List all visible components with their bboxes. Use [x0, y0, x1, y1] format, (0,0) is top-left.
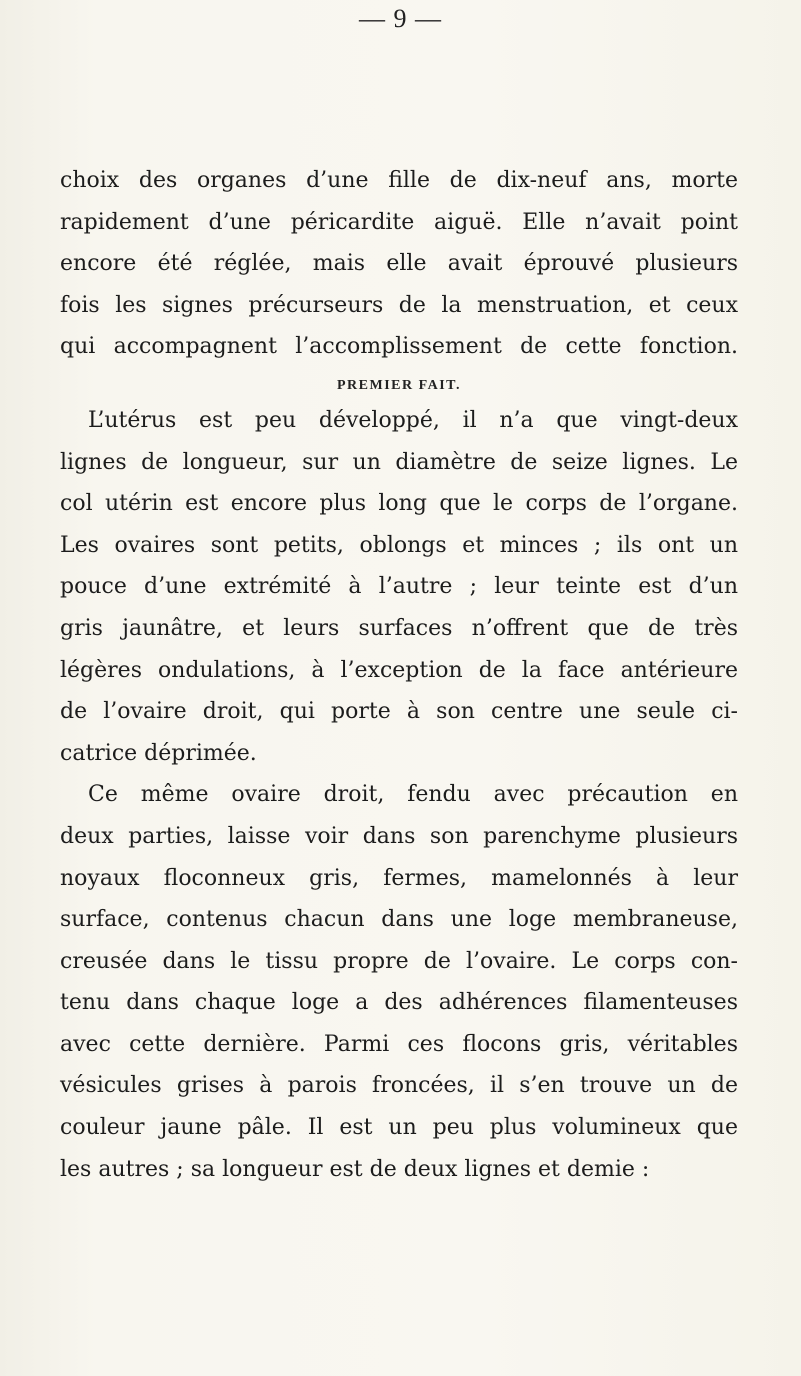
text-line: gris jaunâtre, et leurs surfaces n’offrent que de très — [60, 615, 738, 641]
page-number: — 9 — — [359, 4, 442, 33]
text-line: couleur jaune pâle. Il est un peu plus volumineux que — [60, 1115, 738, 1141]
text-line: pouce d’une extrémité à l’autre ; leur teinte est d’un — [60, 574, 738, 600]
text-line: lignes de longueur, sur un diamètre de seize lignes. Le — [60, 449, 738, 475]
text-line: L’utérus est peu développé, il n’a que vingt-deux — [88, 407, 738, 433]
text-line: rapidement d’une péricardite aiguë. Elle n’avait point — [60, 209, 738, 235]
text-line: de l’ovaire droit, qui porte à son centre une seule ci- — [60, 699, 738, 725]
text-line: col utérin est encore plus long que le corps de l’organe. — [60, 491, 738, 517]
paragraph-1 — [60, 400, 738, 774]
section-heading: PREMIER FAIT. — [337, 377, 461, 393]
text-line: fois les signes précurseurs de la menstruation, et ceux — [60, 292, 738, 318]
text-line: choix des organes d’une fille de dix-neuf ans, morte — [60, 168, 738, 193]
text-line: vésicules grises à parois froncées, il s’en trouve un de — [60, 1073, 738, 1099]
paragraph-2 — [60, 774, 738, 1190]
text-line: noyaux floconneux gris, fermes, mamelonnés à leur — [60, 865, 738, 891]
text-line: les autres ; sa longueur est de deux lignes et demie : — [60, 1156, 650, 1182]
text-line: Ce même ovaire droit, fendu avec précaution en — [88, 782, 738, 808]
text-line: creusée dans le tissu propre de l’ovaire. Le corps con- — [60, 948, 738, 974]
text-line: avec cette dernière. Parmi ces flocons gris, véritables — [60, 1031, 738, 1057]
paragraph-intro — [60, 160, 738, 368]
text-line: tenu dans chaque loge a des adhérences filamenteuses — [60, 990, 738, 1016]
text-line: catrice déprimée. — [60, 740, 257, 766]
text-line: encore été réglée, mais elle avait éprouvé plusieurs — [60, 251, 738, 277]
text-line: surface, contenus chacun dans une loge membraneuse, — [60, 907, 738, 933]
text-line: légères ondulations, à l’exception de la face antérieure — [60, 657, 738, 683]
body-text — [60, 160, 738, 1190]
text-line: qui accompagnent l’accomplissement de cette fonction. — [60, 334, 738, 360]
text-line: Les ovaires sont petits, oblongs et minces ; ils ont un — [60, 532, 738, 558]
text-line: deux parties, laisse voir dans son parenchyme plusieurs — [60, 823, 738, 849]
